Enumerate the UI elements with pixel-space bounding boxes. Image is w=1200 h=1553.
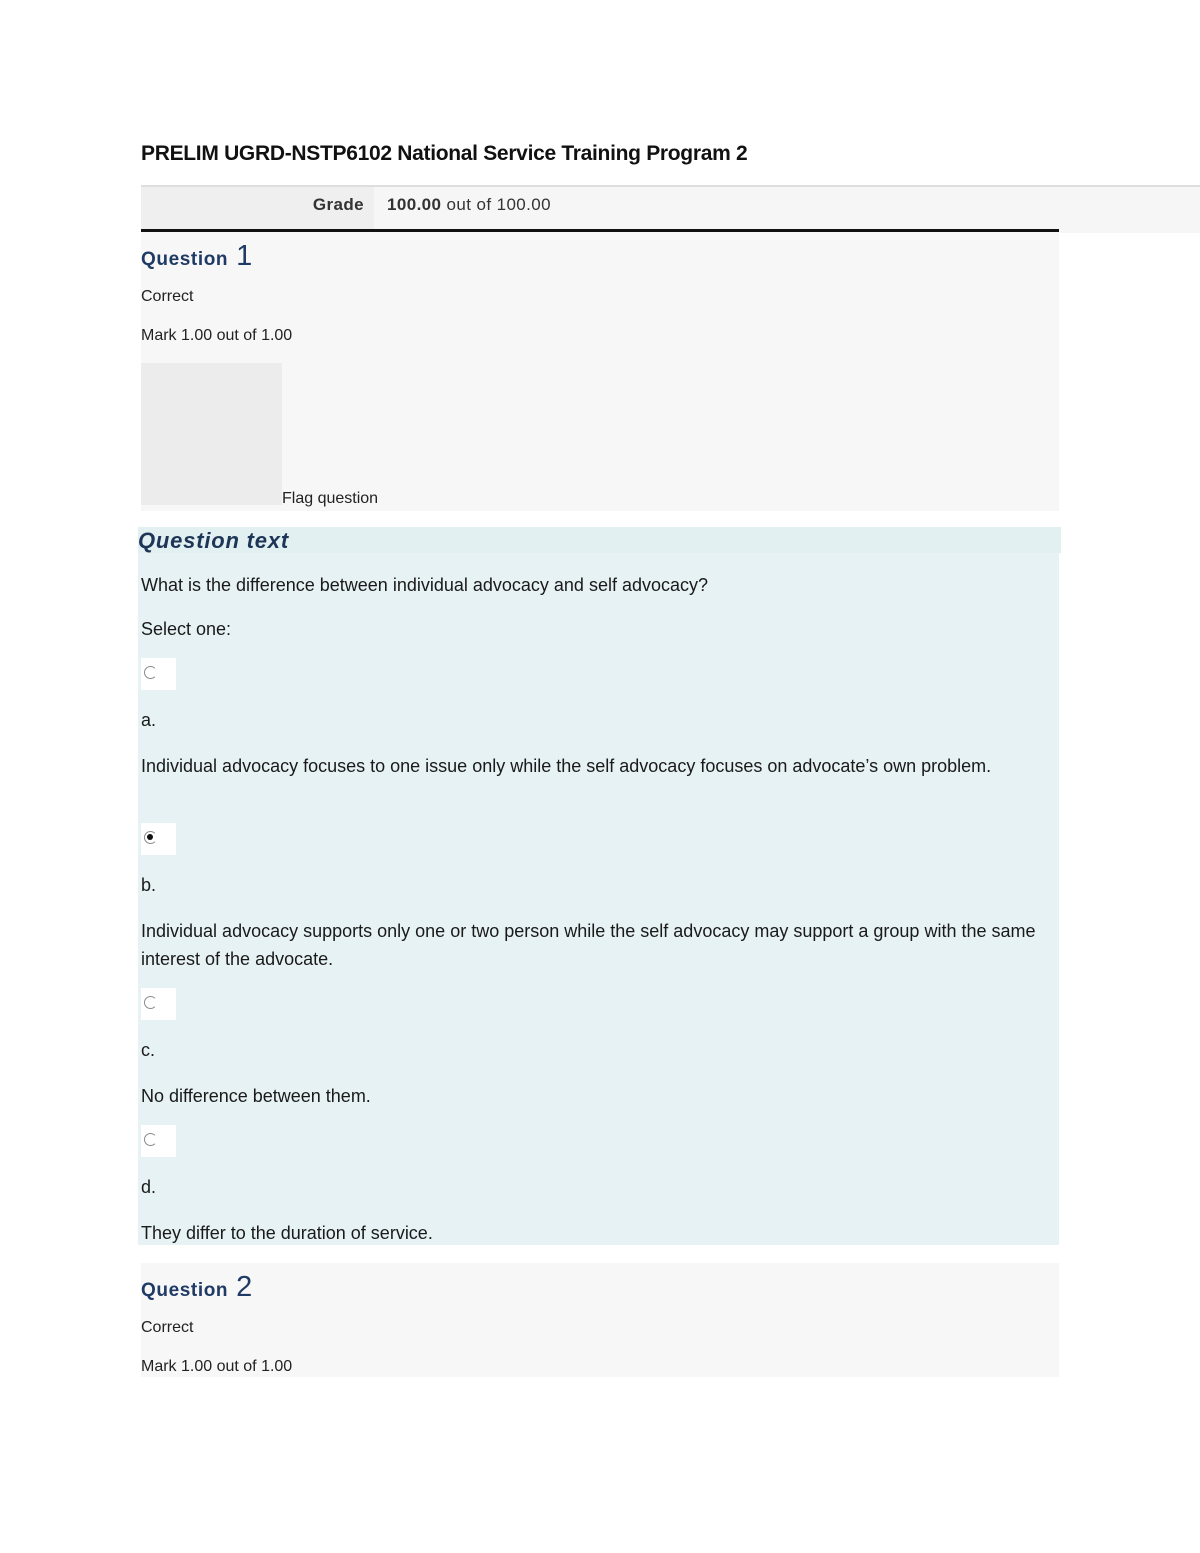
question-2-heading bbox=[141, 1271, 253, 1304]
option-a-radio[interactable] bbox=[144, 666, 157, 679]
option-b-radio-container[interactable] bbox=[141, 823, 176, 855]
question-2-mark: Mark 1.00 out of 1.00 bbox=[141, 1358, 293, 1375]
grade-value bbox=[387, 195, 551, 215]
option-a-letter: a. bbox=[141, 710, 157, 730]
option-d-letter: d. bbox=[141, 1177, 157, 1197]
option-b-radio[interactable] bbox=[144, 831, 157, 844]
option-d-radio-container[interactable] bbox=[141, 1125, 176, 1157]
question-2-info bbox=[141, 1263, 1059, 1377]
question-text-header bbox=[138, 527, 1061, 553]
question-number: 2 bbox=[236, 1271, 253, 1303]
question-1-mark: Mark 1.00 out of 1.00 bbox=[141, 327, 293, 344]
select-one-label: Select one: bbox=[141, 619, 232, 639]
option-b-letter: b. bbox=[141, 875, 157, 895]
flag-icon[interactable] bbox=[141, 363, 282, 505]
page-title: PRELIM UGRD-NSTP6102 National Service Training Program 2 bbox=[141, 142, 748, 165]
option-c-letter: c. bbox=[141, 1040, 156, 1060]
question-heading-label: Question bbox=[141, 249, 229, 270]
option-c-text[interactable]: No difference between them. bbox=[141, 1086, 371, 1106]
question-heading-label: Question bbox=[141, 1280, 229, 1301]
question-number: 1 bbox=[236, 240, 253, 272]
question-1-state: Correct bbox=[141, 288, 194, 305]
grade-label-cell bbox=[141, 187, 374, 231]
grade-summary bbox=[141, 185, 1200, 233]
option-c-radio[interactable] bbox=[144, 996, 157, 1009]
option-d-text[interactable]: They differ to the duration of service. bbox=[141, 1223, 433, 1243]
flag-question-link[interactable]: Flag question bbox=[282, 490, 379, 507]
question-1-info bbox=[141, 232, 1059, 511]
question-1-content bbox=[138, 527, 1059, 1245]
question-text-heading: Question text bbox=[138, 528, 289, 553]
option-a-radio-container[interactable] bbox=[141, 658, 176, 690]
grade-suffix: out of 100.00 bbox=[446, 195, 551, 214]
option-c-radio-container[interactable] bbox=[141, 988, 176, 1020]
question-prompt: What is the difference between individual advocacy and self advocacy? bbox=[141, 575, 709, 595]
option-a-text[interactable]: Individual advocacy focuses to one issue only while the self advocacy focuses on advocate’s own problem. bbox=[141, 756, 992, 776]
question-1-heading bbox=[141, 240, 253, 273]
option-b-text[interactable]: Individual advocacy supports only one or two person while the self advocacy may support a group with the same interest of the advocate. bbox=[141, 921, 1036, 969]
grade-score: 100.00 bbox=[387, 195, 442, 214]
question-2-state: Correct bbox=[141, 1319, 194, 1336]
grade-label: Grade bbox=[312, 195, 364, 214]
option-d-radio[interactable] bbox=[144, 1133, 157, 1146]
